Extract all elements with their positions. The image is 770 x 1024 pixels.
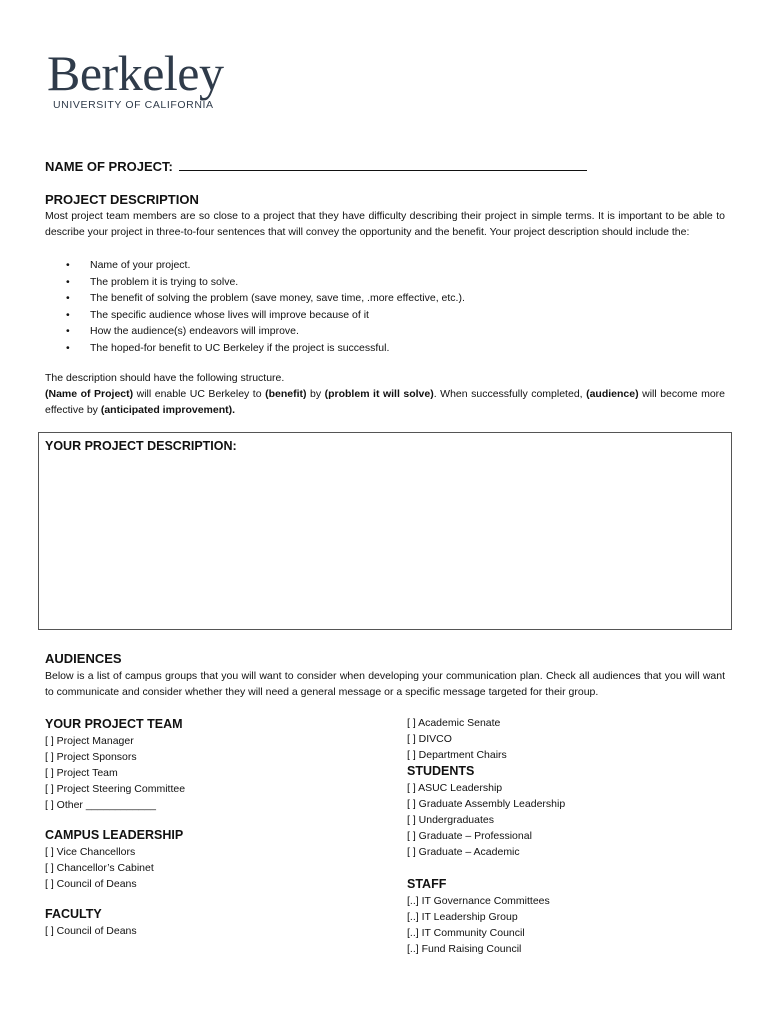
structure-intro: The description should have the following structure.	[45, 372, 285, 384]
checkbox-item[interactable]: [..] IT Leadership Group	[407, 911, 518, 923]
audiences-left-column	[45, 716, 185, 939]
checkbox-item[interactable]: [ ] Project Sponsors	[45, 751, 137, 763]
checkbox-item[interactable]: [ ] Project Steering Committee	[45, 783, 186, 795]
checkbox-item[interactable]: [..] Fund Raising Council	[407, 943, 522, 955]
bullet-item: • The specific audience whose lives will improve because of it	[66, 308, 369, 321]
staff-title: STAFF	[407, 877, 447, 891]
checkbox-item[interactable]: [..] IT Community Council	[407, 927, 525, 939]
description-bullets	[66, 257, 465, 356]
checkbox-item[interactable]: [ ] Undergraduates	[407, 814, 494, 826]
bullet-item: • The problem it is trying to solve.	[66, 275, 239, 288]
audiences-intro: Below is a list of campus groups that you will want to consider when developing your communication plan. Check all audiences that you will want to communicate and consider whether they will need a general message or a specific message targeted for their group.	[45, 670, 725, 699]
checkbox-item[interactable]: [ ] Graduate Assembly Leadership	[407, 798, 566, 810]
checkbox-item[interactable]: [..] IT Governance Committees	[407, 895, 550, 907]
project-description-box-title: YOUR PROJECT DESCRIPTION:	[45, 439, 237, 453]
bullet-item: • How the audience(s) endeavors will improve.	[66, 325, 299, 337]
project-description-intro: Most project team members are so close to a project that they have difficulty describing their project in simple terms. It is important to be able to describe your project in three-to-four sentences that will convey the opportunity and the benefit. Your project description should include the:	[45, 210, 725, 239]
bullet-item: • The hoped-for benefit to UC Berkeley if the project is successful.	[66, 341, 390, 354]
structure-template: (Name of Project) will enable UC Berkeley to (benefit) by (problem it will solve). When successfully completed, (audience) will become more effective by (anticipated improvement).	[45, 388, 725, 417]
audiences-right-column	[407, 715, 565, 957]
checkbox-item[interactable]: [ ] Project Team	[45, 767, 118, 779]
checkbox-item[interactable]: [ ] ASUC Leadership	[407, 782, 503, 794]
name-of-project-label: NAME OF PROJECT:	[45, 159, 173, 174]
checkbox-item[interactable]: [ ] Graduate – Professional	[407, 830, 532, 842]
students-title: STUDENTS	[407, 764, 475, 778]
checkbox-item[interactable]: [ ] Council of Deans	[45, 925, 137, 937]
checkbox-item[interactable]: [ ] Chancellor’s Cabinet	[45, 862, 154, 874]
bullet-item: • The benefit of solving the problem (save money, save time, .more effective, etc.).	[66, 292, 465, 304]
checkbox-item[interactable]: [ ] Project Manager	[45, 735, 134, 747]
checkbox-item[interactable]: [ ] Other ____________	[45, 799, 156, 811]
audiences-title: AUDIENCES	[45, 651, 122, 666]
checkbox-item[interactable]: [ ] Vice Chancellors	[45, 846, 136, 858]
project-description-title: PROJECT DESCRIPTION	[45, 192, 199, 207]
project-team-title: YOUR PROJECT TEAM	[45, 717, 183, 731]
checkbox-item[interactable]: [ ] DIVCO	[407, 733, 452, 745]
name-of-project-line	[45, 158, 587, 174]
campus-leadership-title: CAMPUS LEADERSHIP	[45, 828, 184, 842]
berkeley-logo	[47, 45, 237, 113]
name-of-project-blank[interactable]	[179, 158, 587, 171]
checkbox-item[interactable]: [ ] Department Chairs	[407, 749, 507, 761]
checkbox-item[interactable]: [ ] Graduate – Academic	[407, 846, 520, 858]
faculty-title: FACULTY	[45, 907, 102, 921]
bullet-item: • Name of your project.	[66, 259, 191, 271]
checkbox-item[interactable]: [ ] Council of Deans	[45, 878, 137, 890]
project-description-box[interactable]	[38, 432, 732, 630]
logo-subtitle: UNIVERSITY OF CALIFORNIA	[53, 99, 214, 111]
logo-wordmark: Berkeley	[47, 45, 224, 101]
checkbox-item[interactable]: [ ] Academic Senate	[407, 717, 501, 729]
